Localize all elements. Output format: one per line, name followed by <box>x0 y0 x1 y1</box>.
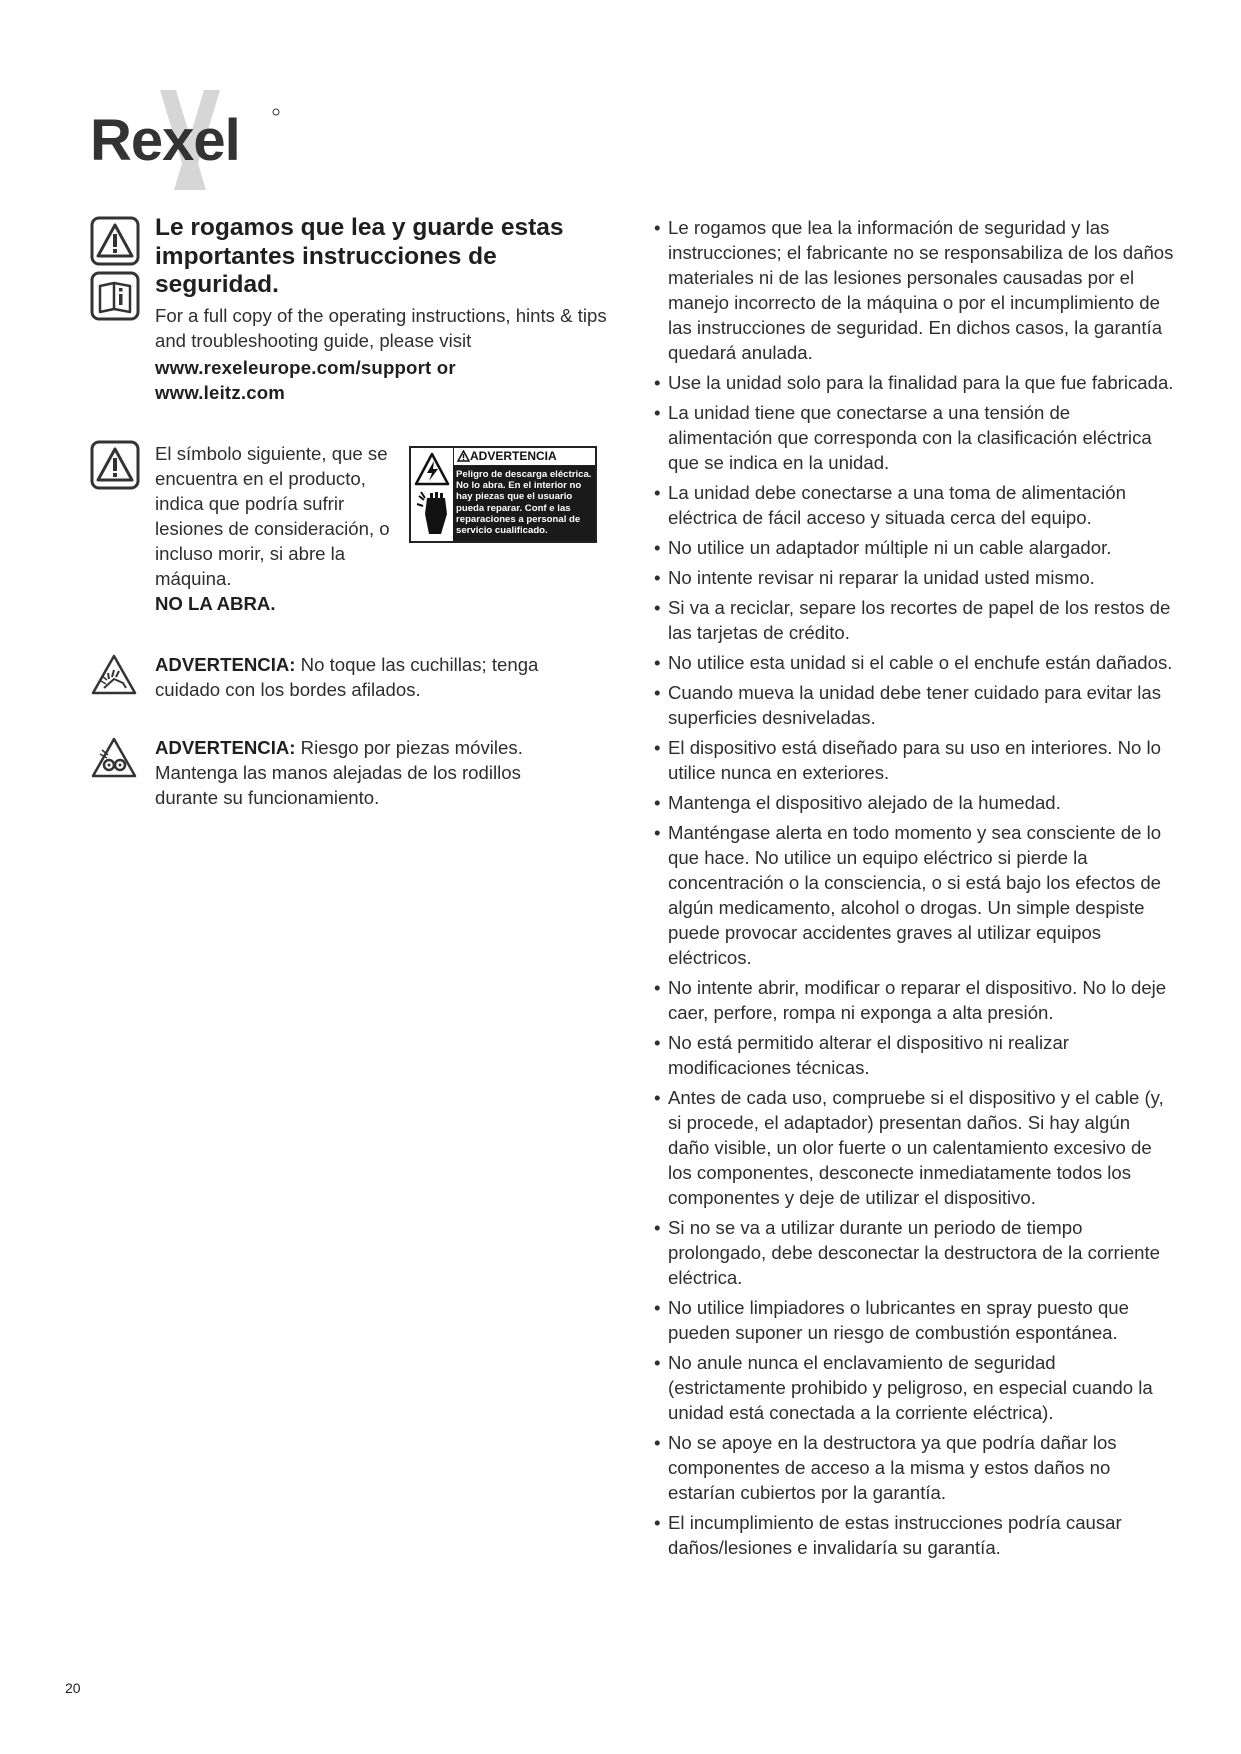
list-item: • No utilice esta unidad si el cable o el enchufe están dañados. <box>654 650 1174 675</box>
list-item: • No anule nunca el enclavamiento de seguridad (estrictamente prohibido y peligroso, en especial cuando la unidad está conectada a la corriente eléctrica). <box>654 1350 1174 1425</box>
rexel-logo-text: Rexel <box>90 108 240 173</box>
page-heading: Le rogamos que lea y guarde estas importantes instrucciones de seguridad. <box>155 214 564 298</box>
intro-text <box>155 303 615 405</box>
blade-hazard-icon <box>90 653 138 697</box>
list-item: • Manténgase alerta en todo momento y sea consciente de lo que hace. No utilice un equipo eléctrico si pierde la concentración o la consciencia, o si está bajo los efectos de algún medicamento, alcohol o drogas. Un simple despiste puede provocar accidentes graves al utilizar equipos eléctricos. <box>654 820 1174 970</box>
list-item: • No intente revisar ni reparar la unidad usted mismo. <box>654 565 1174 590</box>
support-url-line2: www.leitz.com <box>155 382 286 403</box>
moving-parts-warning <box>155 735 585 810</box>
warning-label-header <box>453 448 595 466</box>
support-url-line1: www.rexeleurope.com/support or <box>155 357 456 378</box>
moving-parts-hazard-icon <box>90 736 138 780</box>
intro-paragraph: For a full copy of the operating instructions, hints & tips and troubleshooting guide, please visit <box>155 305 607 351</box>
symbol-notice <box>155 441 390 616</box>
warning-label-icons <box>411 448 453 541</box>
page-number: 20 <box>65 1680 81 1696</box>
blade-warning-label: ADVERTENCIA: <box>155 654 296 675</box>
list-item: • No intente abrir, modificar o reparar el dispositivo. No lo deje caer, perfore, rompa ni exponga a alta presión. <box>654 975 1174 1025</box>
list-item: • El incumplimiento de estas instrucciones podría causar daños/lesiones e invalidaría su garantía. <box>654 1510 1174 1560</box>
blade-warning <box>155 652 595 702</box>
list-item: • La unidad debe conectarse a una toma de alimentación eléctrica de fácil acceso y situada cerca del equipo. <box>654 480 1174 530</box>
list-item: • Antes de cada uso, compruebe si el dispositivo y el cable (y, si procede, el adaptador) presentan daños. Si hay algún daño visible, un olor fuerte o un calentamiento excesivo de los componentes, desconecte inmediatamente todos los componentes y deje de utilizar el dispositivo. <box>654 1085 1174 1210</box>
list-item: • No está permitido alterar el dispositivo ni realizar modificaciones técnicas. <box>654 1030 1174 1080</box>
blade-warning-text: No toque las cuchillas; tenga cuidado con los bordes afilados. <box>155 654 539 700</box>
hand-shock-icon <box>417 492 447 534</box>
list-item: • Cuando mueva la unidad debe tener cuidado para evitar las superficies desniveladas. <box>654 680 1174 730</box>
list-item: • El dispositivo está diseñado para su uso en interiores. No lo utilice nunca en exteriores. <box>654 735 1174 785</box>
symbol-notice-text: El símbolo siguiente, que se encuentra en el producto, indica que podría sufrir lesiones de consideración, o incluso morir, si abre la máquina. <box>155 443 390 589</box>
symbol-notice-bold: NO LA ABRA. <box>155 593 276 614</box>
moving-parts-warning-text: Riesgo por piezas móviles. Mantenga las manos alejadas de los rodillos durante su funcionamiento. <box>155 737 523 808</box>
list-item: • Use la unidad solo para la finalidad para la que fue fabricada. <box>654 370 1174 395</box>
moving-parts-warning-label: ADVERTENCIA: <box>155 737 296 758</box>
warning-label-title: ADVERTENCIA <box>470 449 557 463</box>
warning-triangle-icon <box>90 216 140 266</box>
manual-book-icon <box>90 271 140 321</box>
warning-label-body: Peligro de descarga eléctrica. No lo abra. En el interior no hay piezas que el usuario pueda reparar. Conf e las reparaciones a personal de servicio cualificado. <box>453 466 595 541</box>
electric-shock-warning-label <box>409 446 597 543</box>
list-item: • Mantenga el dispositivo alejado de la humedad. <box>654 790 1174 815</box>
rexel-logo <box>90 86 290 196</box>
safety-instructions-list <box>654 215 1174 1565</box>
list-item: • Si no se va a utilizar durante un periodo de tiempo prolongado, debe desconectar la destructora de la corriente eléctrica. <box>654 1215 1174 1290</box>
list-item: • Si va a reciclar, separe los recortes de papel de los restos de las tarjetas de crédito. <box>654 595 1174 645</box>
list-item: • Le rogamos que lea la información de seguridad y las instrucciones; el fabricante no se responsabiliza de los daños materiales ni de las lesiones personales causadas por el manejo incorrecto de la máquina o por el incumplimiento de las instrucciones de seguridad. En dichos casos, la garantía quedará anulada. <box>654 215 1174 365</box>
list-item: • No se apoye en la destructora ya que podría dañar los componentes de acceso a la misma y estos daños no estarían cubiertos por la garantía. <box>654 1430 1174 1505</box>
list-item: • No utilice un adaptador múltiple ni un cable alargador. <box>654 535 1174 560</box>
warning-triangle-icon <box>90 440 140 490</box>
list-item: • No utilice limpiadores o lubricantes en spray puesto que pueden suponer un riesgo de combustión espontánea. <box>654 1295 1174 1345</box>
warning-small-triangle-icon <box>457 450 470 467</box>
list-item: • La unidad tiene que conectarse a una tensión de alimentación que corresponda con la clasificación eléctrica que se indica en la unidad. <box>654 400 1174 475</box>
